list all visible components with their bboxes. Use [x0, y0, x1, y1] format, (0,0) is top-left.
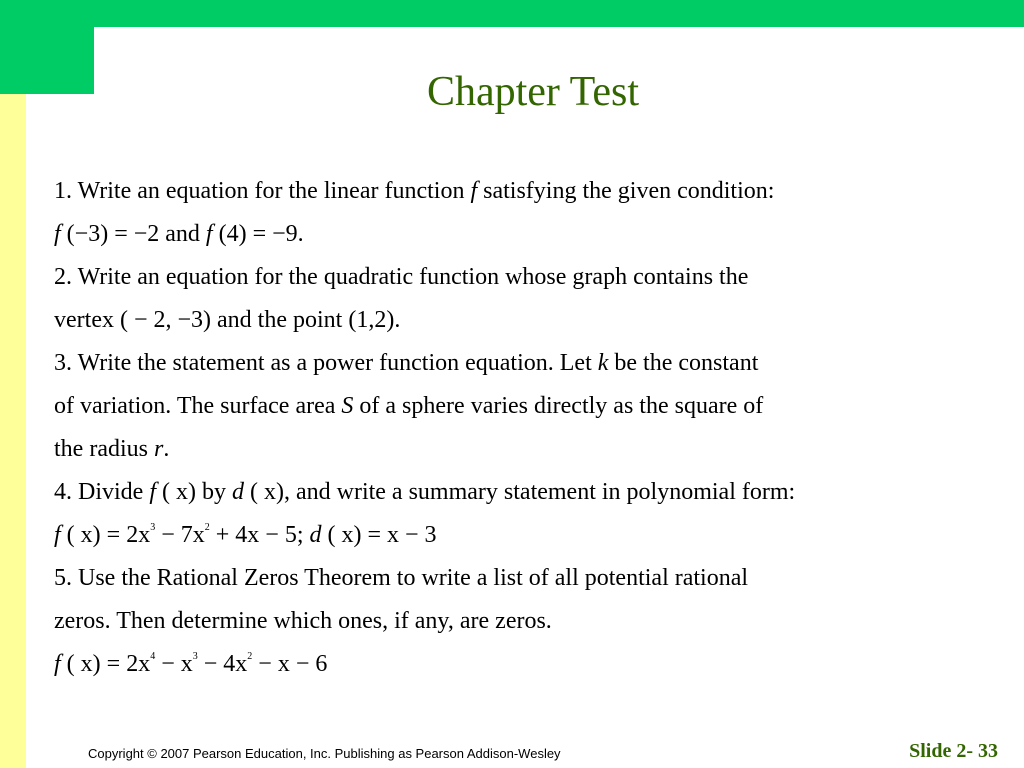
top-accent-bar	[0, 0, 1024, 27]
slide-number: Slide 2- 33	[909, 740, 998, 762]
problem-1-line-1: 1. Write an equation for the linear function f satisfying the given condition:	[54, 178, 775, 204]
problem-5-line-1: 5. Use the Rational Zeros Theorem to write a list of all potential rational	[54, 565, 749, 591]
problem-5-equation: f ( $x) = 2x^4 - x^3 - 4x^2 - x - 6$	[54, 651, 328, 677]
problem-4-equation: f ( $x) = 2x^3 - 7x^2 + 4x - 5$; d ( x) = x − 3	[54, 522, 437, 548]
problem-3-line-1: 3. Write the statement as a power function equation. Let k be the constant	[54, 350, 759, 376]
problem-3-line-2: of variation. The surface area S of a sphere varies directly as the square of	[54, 393, 764, 419]
problem-2-line-2: vertex ( − 2, −3) and the point (1,2).	[54, 307, 401, 333]
problem-1-line-2: f (−3) = −2 and f (4) = −9.	[54, 221, 304, 247]
side-accent-bar	[0, 94, 26, 768]
problem-3-line-3: the radius r.	[54, 436, 170, 462]
slide-title: Chapter Test	[426, 69, 640, 115]
problem-2-line-1: 2. Write an equation for the quadratic function whose graph contains the	[54, 264, 749, 290]
problem-5-line-2: zeros. Then determine which ones, if any, are zeros.	[54, 608, 552, 634]
slide-body	[54, 170, 974, 686]
problem-4-line-1: 4. Divide f ( x) by d ( x), and write a summary statement in polynomial form:	[54, 479, 796, 505]
copyright-footer: Copyright © 2007 Pearson Education, Inc. Publishing as Pearson Addison-Wesley	[88, 746, 561, 761]
